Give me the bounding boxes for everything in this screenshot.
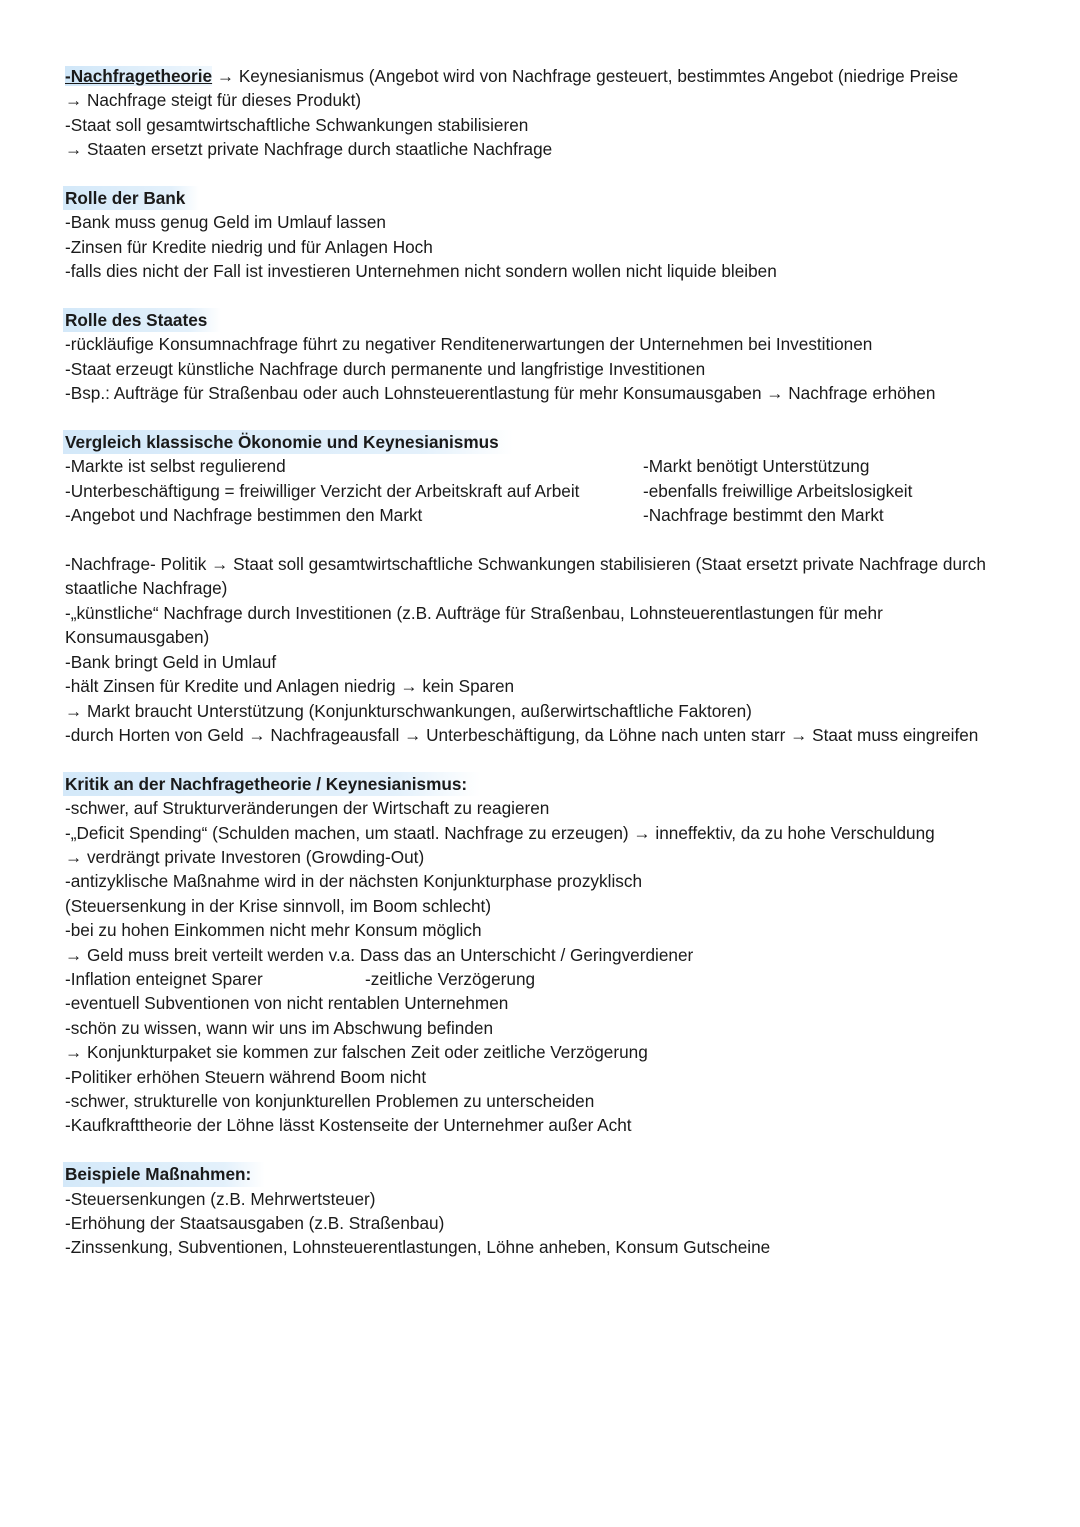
kritik-inflation-right: -zeitliche Verzögerung bbox=[365, 968, 536, 989]
kritik-item: -antizyklische Maßnahme wird in der nächsten Konjunkturphase prozyklisch bbox=[65, 871, 643, 892]
kritik-inflation-left: -Inflation enteignet Sparer bbox=[65, 968, 263, 989]
beispiel-item: -Erhöhung der Staatsausgaben (z.B. Straßenbau) bbox=[65, 1213, 445, 1233]
comparison-row bbox=[65, 479, 1025, 503]
kritik-item: → Konjunkturpaket sie kommen zur falschen Zeit oder zeitliche Verzögerung bbox=[65, 1042, 648, 1063]
kritik-item: -eventuell Subventionen von nicht rentablen Unternehmen bbox=[65, 993, 509, 1014]
section-heading-beispiele: Beispiele Maßnahmen: bbox=[63, 1162, 265, 1186]
comparison-row bbox=[65, 503, 1025, 527]
staat-item: -rückläufige Konsumnachfrage führt zu negativer Renditenerwartungen der Unternehmen bei Investitionen bbox=[65, 334, 873, 355]
section-heading-staat: Rolle des Staates bbox=[63, 308, 221, 332]
kritik-item: -„Deficit Spending“ (Schulden machen, um staatl. Nachfrage zu erzeugen) → inneffektiv, da zu hohe Verschuldung bbox=[65, 822, 935, 843]
section-heading-vergleich: Vergleich klassische Ökonomie und Keynesianismus bbox=[63, 430, 513, 454]
bank-item: -falls dies nicht der Fall ist investieren Unternehmen nicht sondern wollen nicht liquide bleiben bbox=[65, 261, 777, 282]
kritik-item: (Steuersenkung in der Krise sinnvoll, im Boom schlecht) bbox=[65, 895, 492, 916]
comparison-row bbox=[65, 454, 1025, 478]
kritik-item: -schwer, strukturelle von konjunkturellen Problemen zu unterscheiden bbox=[65, 1090, 595, 1111]
politik-item: → Markt braucht Unterstützung (Konjunkturschwankungen, außerwirtschaftliche Faktoren) bbox=[65, 700, 752, 721]
staat-item: -Staat erzeugt künstliche Nachfrage durch permanente und langfristige Investitionen bbox=[65, 358, 706, 379]
section-heading-kritik: Kritik an der Nachfragetheorie / Keynesianismus: bbox=[63, 772, 481, 796]
kritik-item: -schön zu wissen, wann wir uns im Abschwung befinden bbox=[65, 1017, 493, 1038]
kritik-item: → verdrängt private Investoren (Growding-Out) bbox=[65, 846, 425, 867]
intro-line-1 bbox=[65, 64, 1025, 88]
section-heading-bank: Rolle der Bank bbox=[63, 186, 199, 210]
bank-item: -Bank muss genug Geld im Umlauf lassen bbox=[65, 212, 386, 233]
politik-item: -„künstliche“ Nachfrage durch Investitionen (z.B. Aufträge für Straßenbau, Lohnsteuerentlastungen für mehr Konsumausgaben) bbox=[65, 602, 883, 648]
comparison-left: -Unterbeschäftigung = freiwilliger Verzicht der Arbeitskraft auf Arbeit bbox=[65, 480, 580, 501]
beispiel-item: -Zinssenkung, Subventionen, Lohnsteuerentlastungen, Löhne anheben, Konsum Gutscheine bbox=[65, 1237, 771, 1258]
politik-item: -hält Zinsen für Kredite und Anlagen niedrig → kein Sparen bbox=[65, 676, 515, 697]
nachfragetheorie-term: -Nachfragetheorie bbox=[65, 66, 213, 86]
comparison-right: -Nachfrage bestimmt den Markt bbox=[643, 505, 884, 526]
intro-line-4: → Staaten ersetzt private Nachfrage durch staatliche Nachfrage bbox=[65, 139, 553, 160]
comparison-right: -Markt benötigt Unterstützung bbox=[643, 456, 870, 477]
intro-line-2: → Nachfrage steigt für dieses Produkt) bbox=[65, 90, 362, 111]
notes-page bbox=[65, 64, 1025, 1260]
kritik-item: → Geld muss breit verteilt werden v.a. Dass das an Unterschicht / Geringverdiener bbox=[65, 944, 694, 965]
kritik-item-inflation bbox=[65, 967, 1025, 991]
kritik-item: -Kaufkrafttheorie der Löhne lässt Kostenseite der Unternehmer außer Acht bbox=[65, 1115, 632, 1136]
staat-item: -Bsp.: Aufträge für Straßenbau oder auch Lohnsteuerentlastung für mehr Konsumausgaben → Nachfrage erhöhen bbox=[65, 383, 936, 404]
kritik-item: -Politiker erhöhen Steuern während Boom nicht bbox=[65, 1066, 427, 1087]
bank-item: -Zinsen für Kredite niedrig und für Anlagen Hoch bbox=[65, 236, 433, 257]
politik-item: -Nachfrage- Politik → Staat soll gesamtwirtschaftliche Schwankungen stabilisieren (Staat ersetzt private Nachfrage durch staatliche Nachfrage) bbox=[65, 554, 986, 599]
politik-item: -durch Horten von Geld → Nachfrageausfall → Unterbeschäftigung, da Löhne nach unten starr → Staat muss eingreifen bbox=[65, 724, 979, 745]
intro-line-3: -Staat soll gesamtwirtschaftliche Schwankungen stabilisieren bbox=[65, 114, 529, 135]
comparison-left: -Markte ist selbst regulierend bbox=[65, 456, 286, 477]
comparison-right: -ebenfalls freiwillige Arbeitslosigkeit bbox=[643, 480, 913, 501]
intro-line-1-rest: → Keynesianismus (Angebot wird von Nachfrage gesteuert, bestimmtes Angebot (niedrige Preise bbox=[212, 66, 959, 86]
kritik-item: -schwer, auf Strukturveränderungen der Wirtschaft zu reagieren bbox=[65, 798, 550, 819]
comparison-left: -Angebot und Nachfrage bestimmen den Markt bbox=[65, 505, 423, 526]
politik-item: -Bank bringt Geld in Umlauf bbox=[65, 651, 277, 672]
kritik-item: -bei zu hohen Einkommen nicht mehr Konsum möglich bbox=[65, 920, 482, 941]
beispiel-item: -Steuersenkungen (z.B. Mehrwertsteuer) bbox=[65, 1188, 376, 1209]
